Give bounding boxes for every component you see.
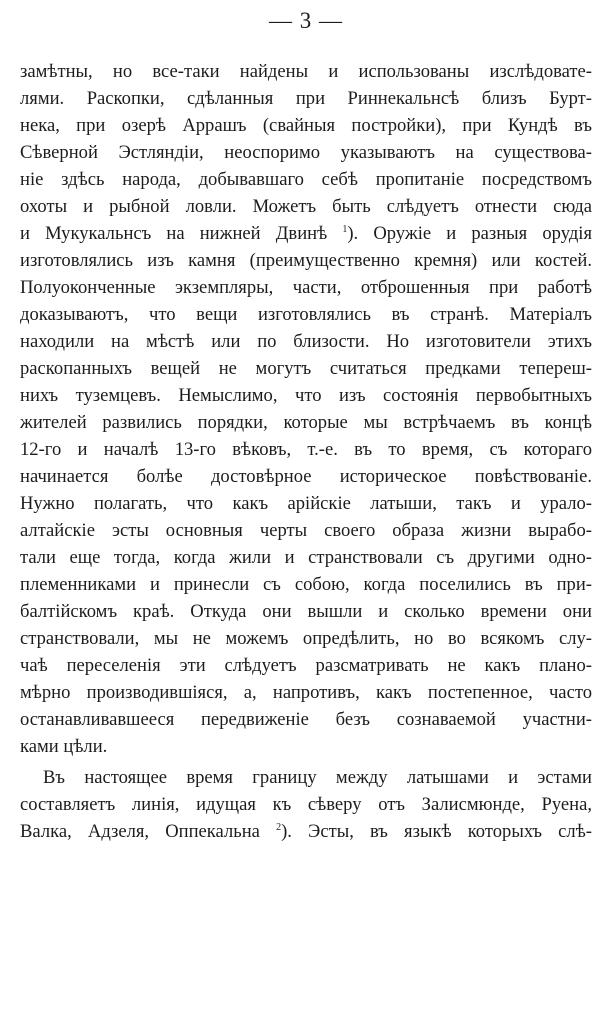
text-line: находили на мѣстѣ или по близости. Но изготовители этихъ bbox=[20, 331, 592, 352]
text-fragment: и Мукукальнсъ на нижней Двинѣ bbox=[20, 223, 328, 244]
text-line: странствовали, мы не можемъ опредѣлить, но во всякомъ слу- bbox=[20, 628, 592, 649]
text-line: мѣрно производившіяся, а, напротивъ, какъ постепенное, часто bbox=[20, 682, 592, 703]
text-line: тали еще тогда, когда жили и странствовали съ другими одно- bbox=[20, 547, 592, 568]
text-line: Полуоконченные экземпляры, части, отброшенныя при работѣ bbox=[20, 277, 592, 298]
text-line: Сѣверной Эстляндіи, неоспоримо указываютъ на существова- bbox=[20, 142, 592, 163]
text-line: составляетъ линія, идущая къ сѣверу отъ Залисмюнде, Руена, bbox=[20, 794, 592, 815]
text-line: племенниками и принесли съ собою, когда поселились въ при- bbox=[20, 574, 592, 595]
text-line: балтійскомъ краѣ. Откуда они вышли и сколько времени они bbox=[20, 601, 592, 622]
text-line: нихъ туземцевъ. Немыслимо, что изъ состоянія первобытныхъ bbox=[20, 385, 592, 406]
text-line: нека, при озерѣ Аррашъ (свайныя постройки), при Кундѣ въ bbox=[20, 115, 592, 136]
text-fragment: ). Оружіе и разныя орудія bbox=[347, 223, 592, 244]
text-line: чаѣ переселенія эти слѣдуетъ разсматривать не какъ плано- bbox=[20, 655, 592, 676]
text-line: останавливавшееся передвиженіе безъ сознаваемой участни- bbox=[20, 709, 592, 730]
text-line: лями. Раскопки, сдѣланныя при Риннекальнсѣ близъ Бурт- bbox=[20, 88, 592, 109]
text-fragment: ). Эсты, въ языкѣ которыхъ слѣ- bbox=[281, 821, 592, 842]
text-line: ніе здѣсь народа, добывавшаго себѣ пропитаніе посредствомъ bbox=[20, 169, 592, 190]
text-line: алтайскіе эсты основныя черты своего образа жизни вырабо- bbox=[20, 520, 592, 541]
text-line: жителей развились порядки, которые мы встрѣчаемъ въ концѣ bbox=[20, 412, 592, 433]
text-fragment: Валка, Адзеля, Оппекальна bbox=[20, 821, 260, 842]
text-line: охоты и рыбной ловли. Можетъ быть слѣдуетъ отнести сюда bbox=[20, 196, 592, 217]
text-line: замѣтны, но все-таки найдены и использованы изслѣдовате- bbox=[20, 61, 592, 82]
footnote-ref: 1 bbox=[342, 224, 348, 235]
text-line: 12-го и началѣ 13-го вѣковъ, т.-е. въ то время, съ котораго bbox=[20, 439, 592, 460]
text-line: Нужно полагать, что какъ арійскіе латыши, такъ и урало- bbox=[20, 493, 592, 514]
text-line bbox=[20, 818, 592, 845]
text-line: начинается болѣе достовѣрное историческое повѣствованіе. bbox=[20, 466, 592, 487]
text-line: Въ настоящее время границу между латышами и эстами bbox=[43, 767, 592, 788]
text-line: ками цѣли. bbox=[20, 736, 108, 757]
page-number: — 3 — bbox=[269, 8, 343, 33]
text-line: раскопанныхъ вещей не могутъ считаться предками тепереш- bbox=[20, 358, 592, 379]
text-line: изготовлялись изъ камня (преимущественно кремня) или костей. bbox=[20, 250, 592, 271]
text-line: доказываютъ, что вещи изготовлялись въ странѣ. Матеріалъ bbox=[20, 304, 592, 325]
text-line bbox=[20, 220, 592, 247]
footnote-ref: 2 bbox=[276, 822, 282, 833]
